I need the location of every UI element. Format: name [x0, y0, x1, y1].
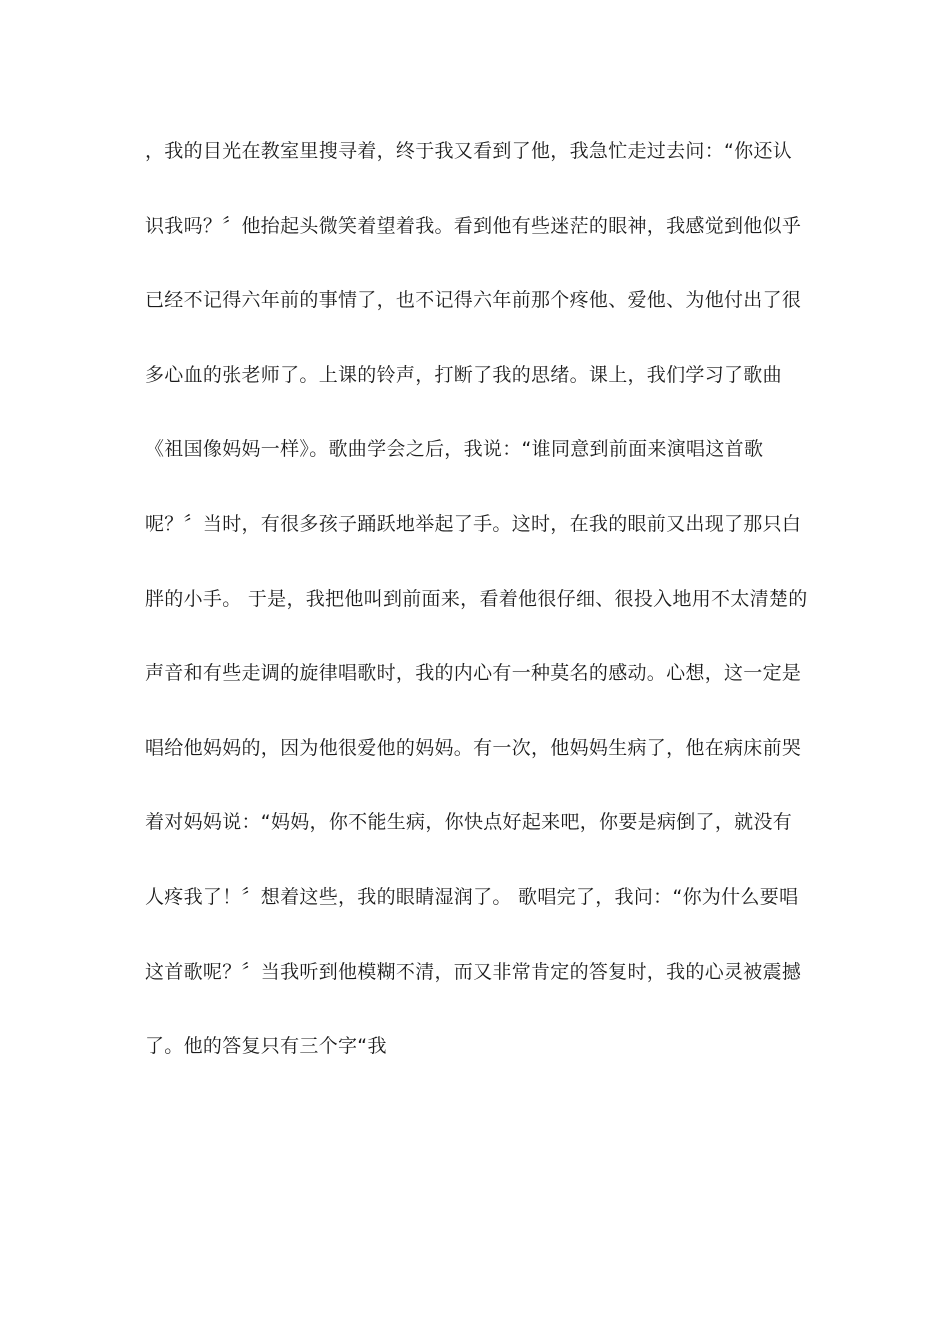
text-line: 胖的小手。 于是，我把他叫到前面来，看着他很仔细、很投入地用不太清楚的 [145, 587, 808, 610]
document-body [145, 131, 810, 1101]
text-line: 了。他的答复只有三个字“我 [145, 1035, 387, 1058]
text-line: 识我吗？〞他抬起头微笑着望着我。看到他有些迷茫的眼神，我感觉到他似乎 [145, 214, 802, 237]
text-line: 已经不记得六年前的事情了，也不记得六年前那个疼他、爱他、为他付出了很 [145, 289, 802, 312]
text-line: 多心血的张老师了。上课的铃声，打断了我的思绪。课上，我们学习了歌曲 [145, 363, 782, 386]
text-line: 这首歌呢？〞当我听到他模糊不清，而又非常肯定的答复时，我的心灵被震撼 [145, 960, 802, 983]
text-line: 人疼我了！〞想着这些，我的眼睛湿润了。 歌唱完了，我问：“你为什么要唱 [145, 885, 799, 908]
text-line: ，我的目光在教室里搜寻着，终于我又看到了他，我急忙走过去问：“你还认 [145, 140, 793, 162]
text-line: 着对妈妈说：“妈妈，你不能生病，你快点好起来吧，你要是病倒了，就没有 [145, 811, 793, 834]
text-line: 呢？〞当时，有很多孩子踊跃地举起了手。这时，在我的眼前又出现了那只白 [145, 512, 802, 535]
text-line: 声音和有些走调的旋律唱歌时，我的内心有一种莫名的感动。心想，这一定是 [145, 662, 802, 685]
text-line: 《祖国像妈妈一样》。歌曲学会之后，我说：“谁同意到前面来演唱这首歌 [145, 438, 764, 461]
text-line: 唱给他妈妈的，因为他很爱他的妈妈。有一次，他妈妈生病了，他在病床前哭 [145, 736, 802, 759]
